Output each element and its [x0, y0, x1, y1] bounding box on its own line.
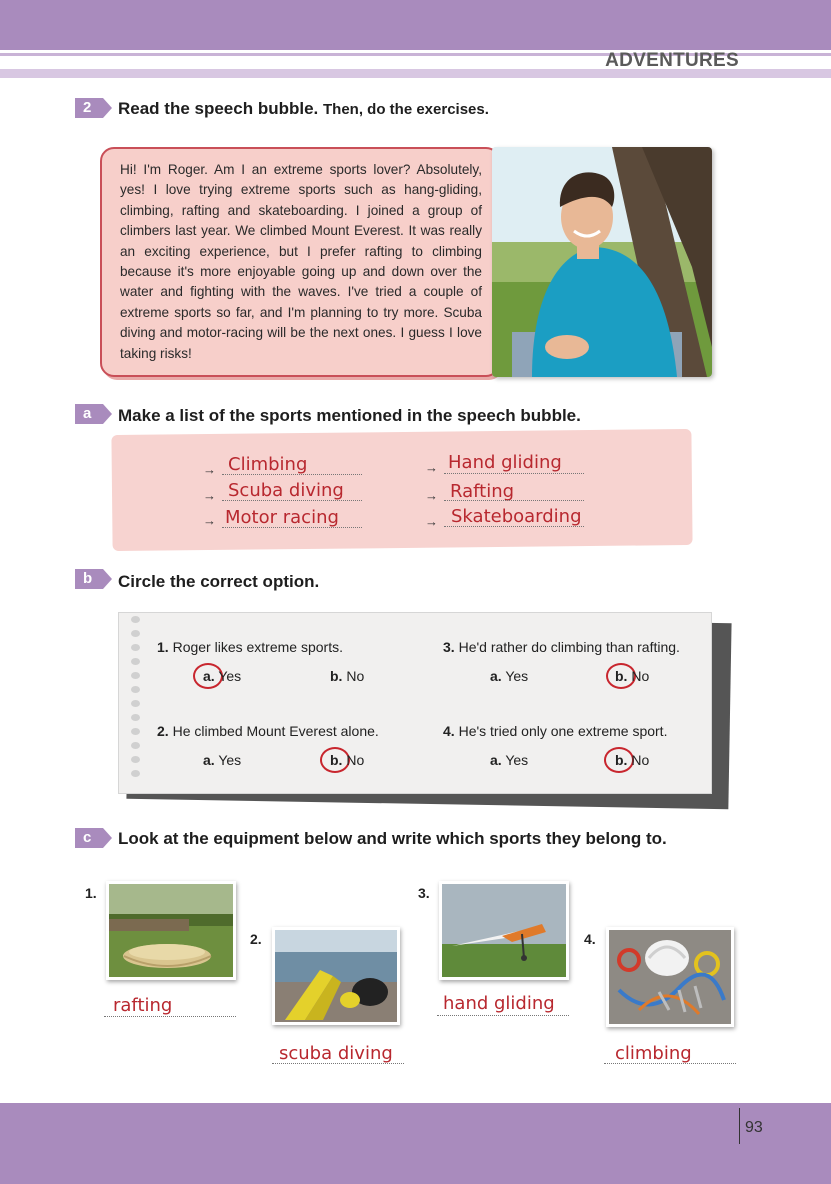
- speech-text: Hi! I'm Roger. Am I an extreme sports lover? Absolutely, yes! I love trying extreme sports such as hang-gliding, climbing, rafting and skateboarding. I joined a group of climbers last year. We climbed Mount Everest. It was really an exciting experience, but I prefer rafting to climbing because it's more enjoyable going up and down over the water and fighting with the waves. I've tried a couple of extreme sports so far, and I'm planning to try more. Scuba diving and motor-racing will be the next ones. I guess I love taking risks!: [120, 162, 482, 361]
- arrow-icon: →: [203, 488, 216, 503]
- exercise-title: Read the speech bubble.: [118, 99, 319, 118]
- arrow-icon: →: [425, 488, 438, 503]
- notebook-ring: [131, 756, 140, 763]
- notebook-ring: [131, 616, 140, 623]
- part-c-instruction: Look at the equipment below and write which sports they belong to.: [118, 829, 667, 848]
- option-text: No: [631, 752, 650, 768]
- answer-line: [222, 527, 362, 528]
- question-number: 1.: [157, 639, 169, 655]
- notebook-ring: [131, 672, 140, 679]
- climbing-gear-photo: [606, 927, 734, 1027]
- answer-item: Hand gliding: [448, 452, 562, 473]
- option-text: No: [631, 668, 650, 684]
- option-text: Yes: [218, 668, 242, 684]
- item-answer: climbing: [615, 1043, 692, 1064]
- option-a[interactable]: [203, 668, 241, 684]
- arrow-icon: →: [425, 514, 438, 529]
- hang-glider-photo: [439, 881, 569, 980]
- question-text: He'd rather do climbing than rafting.: [458, 639, 680, 655]
- exercise-number-tag: [75, 98, 103, 118]
- notebook-ring: [131, 686, 140, 693]
- question-text: He climbed Mount Everest alone.: [172, 723, 379, 739]
- notebook-ring: [131, 770, 140, 777]
- notebook-ring: [131, 700, 140, 707]
- question-text: He's tried only one extreme sport.: [458, 723, 668, 739]
- arrow-icon: →: [425, 460, 438, 475]
- option-a[interactable]: [490, 752, 528, 768]
- part-a-tag: [75, 404, 103, 424]
- notebook-ring: [131, 742, 140, 749]
- footer-band: [0, 1103, 831, 1184]
- question-4: [443, 723, 667, 739]
- answer-line: [222, 474, 362, 475]
- page-number: 93: [745, 1119, 763, 1136]
- question-1: [157, 639, 343, 655]
- part-a-letter: a: [83, 405, 92, 422]
- part-c-letter: c: [83, 829, 92, 846]
- chapter-title: ADVENTURES: [605, 50, 739, 71]
- option-text: Yes: [218, 752, 242, 768]
- part-b-instruction: Circle the correct option.: [118, 572, 320, 591]
- question-number: 2.: [157, 723, 169, 739]
- answer-line: [444, 500, 584, 501]
- option-text: Yes: [505, 752, 529, 768]
- part-b-letter: b: [83, 570, 93, 587]
- option-text: No: [346, 752, 365, 768]
- option-label: b.: [330, 752, 343, 768]
- roger-photo: [492, 147, 712, 377]
- notebook-ring: [131, 630, 140, 637]
- notebook-ring: [131, 714, 140, 721]
- exercise-heading: [118, 99, 489, 119]
- item-answer: hand gliding: [443, 993, 555, 1014]
- question-2: [157, 723, 379, 739]
- part-a-instruction: Make a list of the sports mentioned in the speech bubble.: [118, 406, 581, 425]
- item-number: 2.: [250, 931, 262, 947]
- option-label: b.: [330, 668, 343, 684]
- answer-item: Scuba diving: [228, 480, 344, 501]
- answer-item: Motor racing: [225, 507, 339, 528]
- raft-photo: [106, 881, 236, 980]
- answer-line: [444, 473, 584, 474]
- fins-photo: [272, 927, 400, 1025]
- arrow-icon: →: [203, 513, 216, 528]
- option-label: a.: [490, 668, 502, 684]
- option-a[interactable]: [203, 752, 241, 768]
- notebook-ring: [131, 644, 140, 651]
- answer-item: Skateboarding: [451, 506, 582, 527]
- exercise-number: 2: [83, 99, 92, 116]
- option-label: b.: [615, 668, 628, 684]
- question-number: 4.: [443, 723, 455, 739]
- option-label: a.: [203, 668, 215, 684]
- option-b[interactable]: [615, 668, 649, 684]
- question-3: [443, 639, 680, 655]
- item-number: 1.: [85, 885, 97, 901]
- option-label: a.: [490, 752, 502, 768]
- answer-line: [444, 526, 584, 527]
- notebook-ring: [131, 728, 140, 735]
- answer-item: Rafting: [450, 481, 515, 502]
- answer-item: Climbing: [228, 454, 308, 475]
- answer-line: [222, 500, 362, 501]
- arrow-icon: →: [203, 462, 216, 477]
- part-c-tag: [75, 828, 103, 848]
- option-b[interactable]: [330, 668, 364, 684]
- question-text: Roger likes extreme sports.: [172, 639, 343, 655]
- option-text: Yes: [505, 668, 529, 684]
- notebook-ring: [131, 658, 140, 665]
- option-label: b.: [615, 752, 628, 768]
- option-label: a.: [203, 752, 215, 768]
- answer-line: [104, 1016, 236, 1017]
- item-number: 4.: [584, 931, 596, 947]
- exercise-subtitle: Then, do the exercises.: [323, 101, 489, 118]
- page-divider: [739, 1108, 740, 1144]
- answer-list-box: [111, 429, 692, 551]
- option-text: No: [346, 668, 365, 684]
- answer-line: [437, 1015, 569, 1016]
- header-band: [0, 0, 831, 50]
- part-b-tag: [75, 569, 103, 589]
- option-a[interactable]: [490, 668, 528, 684]
- item-number: 3.: [418, 885, 430, 901]
- answer-line: [604, 1063, 736, 1064]
- answer-line: [272, 1063, 404, 1064]
- item-answer: scuba diving: [279, 1043, 393, 1064]
- option-b[interactable]: [615, 752, 649, 768]
- question-number: 3.: [443, 639, 455, 655]
- item-answer: rafting: [113, 995, 173, 1016]
- option-b[interactable]: [330, 752, 364, 768]
